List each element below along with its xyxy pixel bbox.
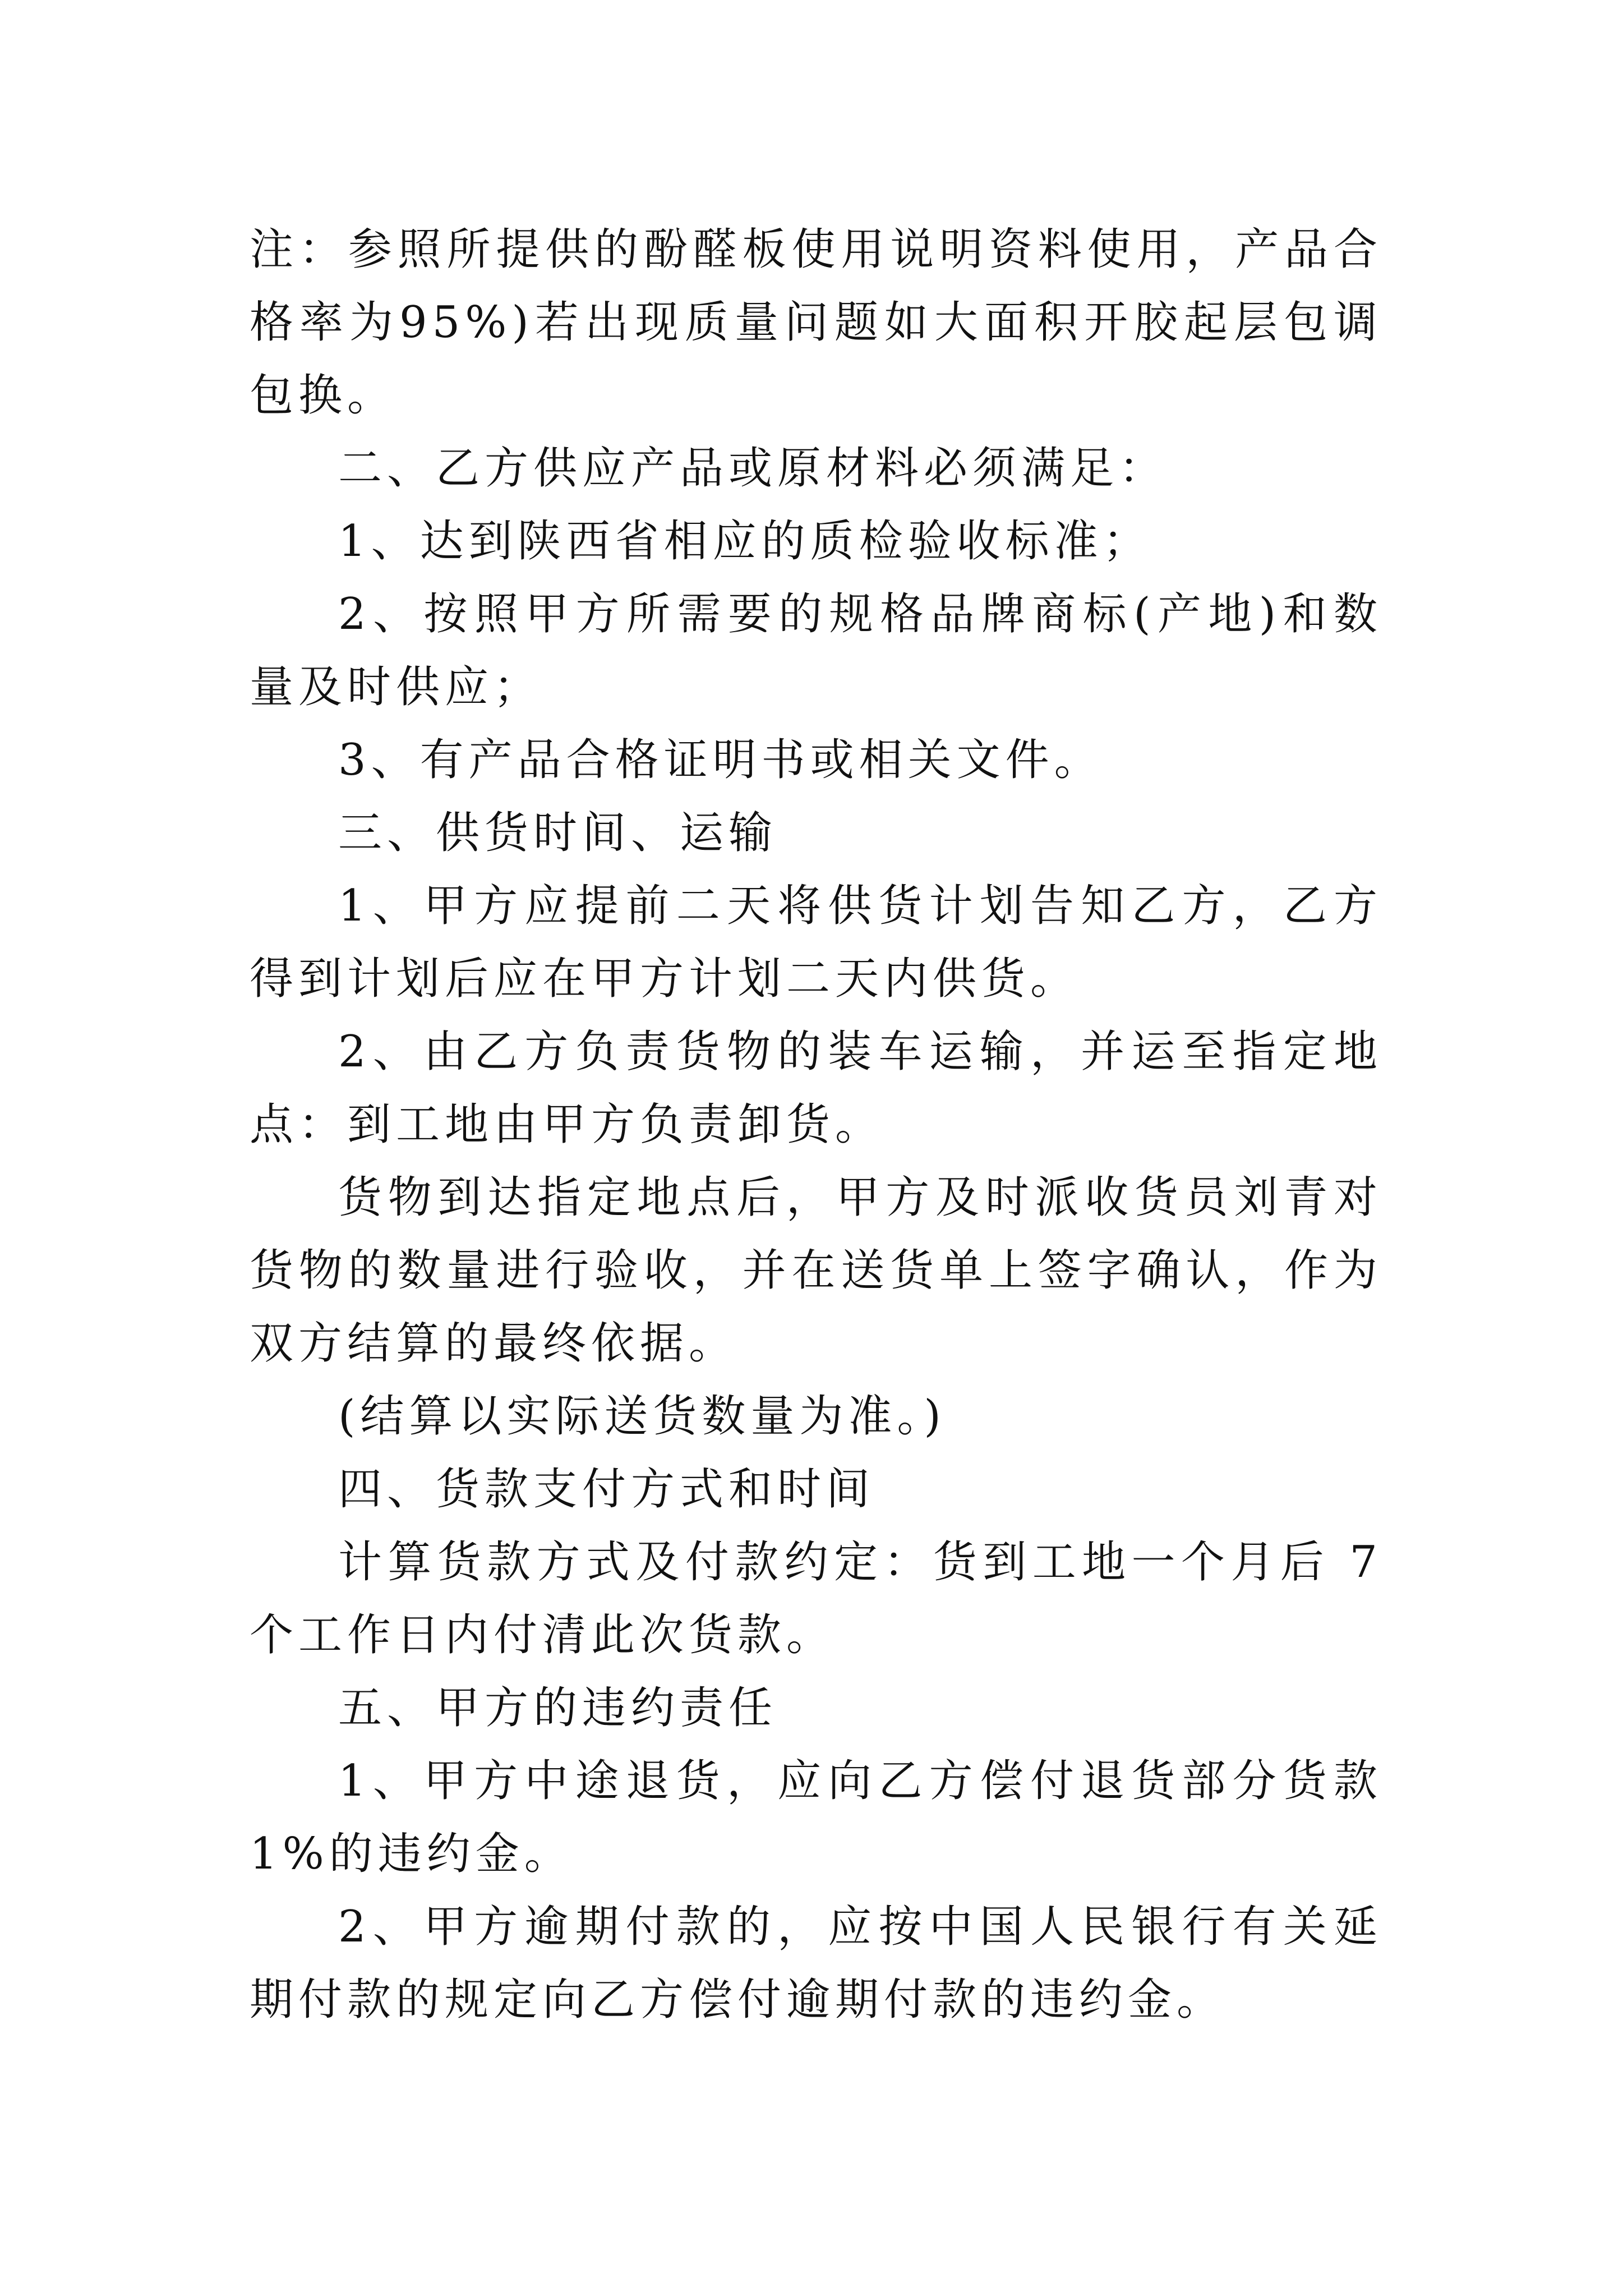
paragraph-settlement-note: (结算以实际送货数量为准。) bbox=[338, 1391, 946, 1442]
document-page bbox=[250, 213, 1382, 2036]
clause-5-2: 2、甲方逾期付款的，应按中国人民银行有关延期付款的规定向乙方偿付逾期付款的违约金。 bbox=[250, 1902, 1382, 2025]
clause-2-3: 3、有产品合格证明书或相关文件。 bbox=[338, 735, 1103, 785]
paragraph-acceptance: 货物到达指定地点后，甲方及时派收货员刘青对货物的数量进行验收，并在送货单上签字确认，作为双方结算的最终依据。 bbox=[250, 1172, 1382, 1369]
clause-3-1: 1、甲方应提前二天将供货计划告知乙方，乙方得到计划后应在甲方计划二天内供货。 bbox=[250, 881, 1382, 1004]
clause-2-1: 1、达到陕西省相应的质检验收标准； bbox=[338, 516, 1152, 567]
clause-3-2: 2、由乙方负责货物的装车运输，并运至指定地点：到工地由甲方负责卸货。 bbox=[250, 1027, 1382, 1150]
paragraph-note: 注：参照所提供的酚醛板使用说明资料使用，产品合格率为95%)若出现质量问题如大面积开胶起层包调包换。 bbox=[250, 224, 1382, 421]
section-heading-5: 五、甲方的违约责任 bbox=[338, 1683, 778, 1733]
clause-5-1: 1、甲方中途退货，应向乙方偿付退货部分货款 1%的违约金。 bbox=[250, 1756, 1382, 1879]
section-heading-4: 四、货款支付方式和时间 bbox=[338, 1464, 875, 1515]
clause-2-2: 2、按照甲方所需要的规格品牌商标(产地)和数量及时供应； bbox=[250, 589, 1382, 712]
section-heading-2: 二、乙方供应产品或原材料必须满足： bbox=[338, 443, 1168, 494]
paragraph-payment-terms: 计算货款方式及付款约定：货到工地一个月后 7 个工作日内付清此次货款。 bbox=[250, 1537, 1382, 1660]
section-heading-3: 三、供货时间、运输 bbox=[338, 808, 778, 858]
